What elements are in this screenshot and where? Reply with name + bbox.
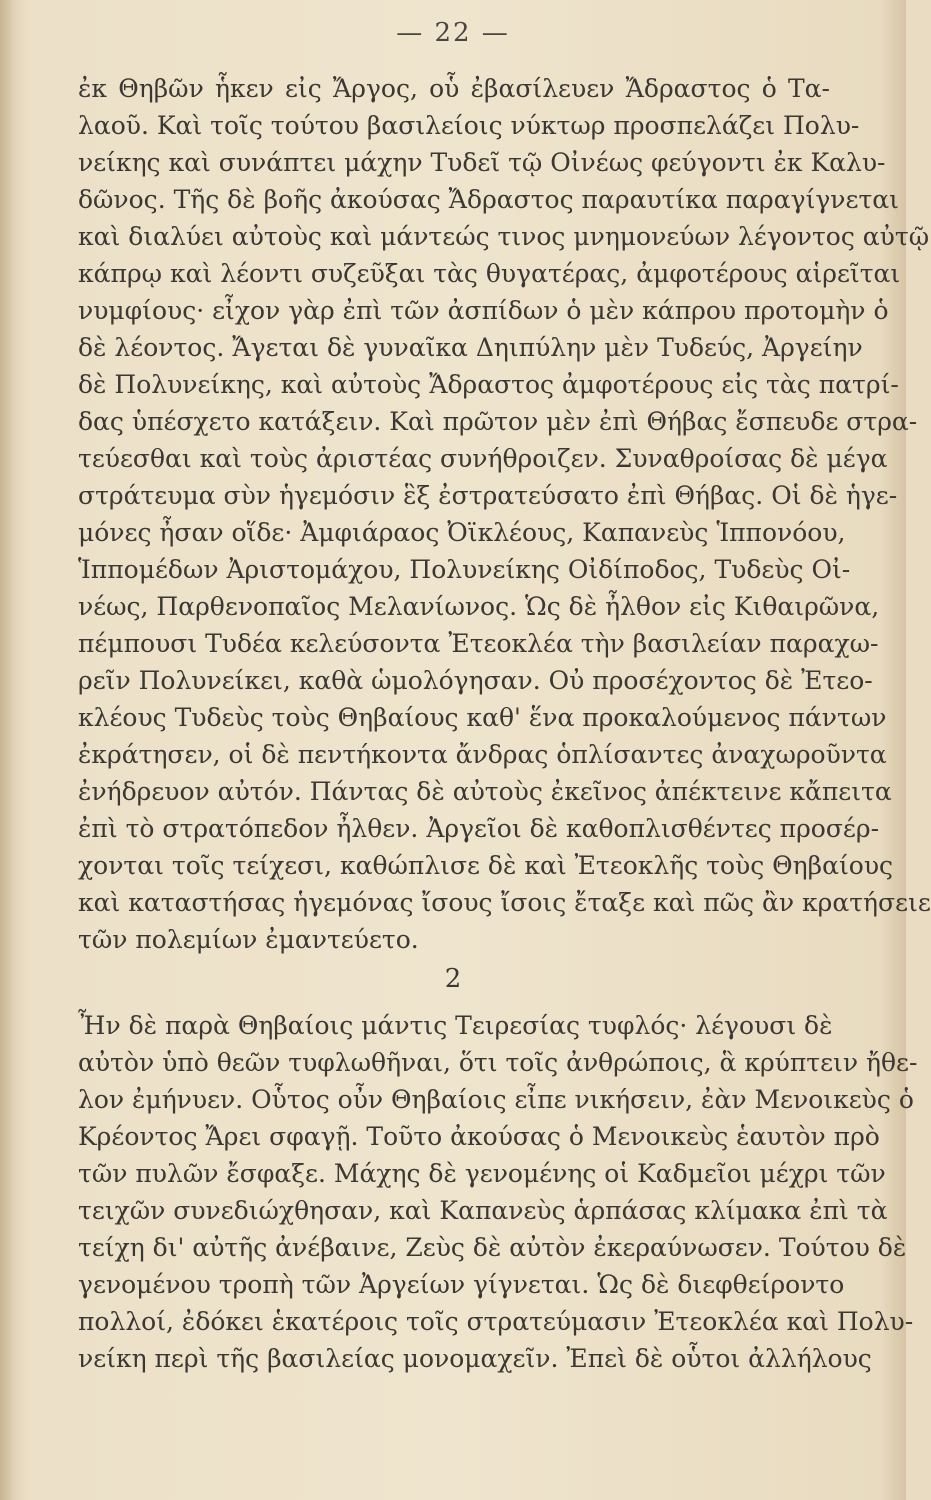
text-line: λαοῦ. Καὶ τοῖς τούτου βασιλείοις νύκτωρ προσπελάζει Πολυ- (78, 111, 860, 140)
text-line: αὐτὸν ὑπὸ θεῶν τυφλωθῆναι, ὅτι τοῖς ἀνθρώποις, ἃ κρύπτειν ἤθε- (78, 1048, 918, 1077)
section-number: 2 (444, 964, 462, 994)
text-line: τείχη δι' αὐτῆς ἀνέβαινε, Ζεὺς δὲ αὐτὸν ἐκεραύνωσεν. Τούτου δὲ (78, 1233, 907, 1262)
text-line: Κρέοντος Ἄρει σφαγῇ. Τοῦτο ἀκούσας ὁ Μενοικεὺς ἑαυτὸν πρὸ (78, 1122, 880, 1151)
text-line: μόνες ἦσαν οἵδε· Ἀμφιάραος Ὀϊκλέους, Καπανεὺς Ἱππονόου, (78, 518, 846, 547)
text-line: καὶ διαλύει αὐτοὺς καὶ μάντεώς τινος μνημονεύων λέγοντος αὐτῷ (78, 222, 930, 251)
text-line: Ἦν δὲ παρὰ Θηβαίοις μάντις Τειρεσίας τυφλός· λέγουσι δὲ (78, 1011, 833, 1040)
text-line: λον ἐμήνυεν. Οὗτος οὖν Θηβαίοις εἶπε νικήσειν, ἐὰν Μενοικεὺς ὁ (78, 1085, 914, 1114)
text-line: κάπρῳ καὶ λέοντι συζεῦξαι τὰς θυγατέρας, ἀμφοτέρους αἱρεῖται (78, 259, 901, 288)
text-line: νείκη περὶ τῆς βασιλείας μονομαχεῖν. Ἐπεὶ δὲ οὗτοι ἀλλήλους (78, 1344, 872, 1373)
text-line: πολλοί, ἐδόκει ἑκατέροις τοῖς στρατεύμασιν Ἐτεοκλέα καὶ Πολυ- (78, 1307, 914, 1336)
paragraph-1 (78, 70, 931, 958)
text-line: τειχῶν συνεδιώχθησαν, καὶ Καπανεὺς ἁρπάσας κλίμακα ἐπὶ τὰ (78, 1196, 888, 1225)
text-line: τῶν πυλῶν ἔσφαξε. Μάχης δὲ γενομένης οἱ Καδμεῖοι μέχρι τῶν (78, 1159, 886, 1188)
text-line: καὶ καταστήσας ἡγεμόνας ἴσους ἴσοις ἔταξε καὶ πῶς ἂν κρατήσειε (78, 888, 931, 917)
text-line: τεύεσθαι καὶ τοὺς ἀριστέας συνήθροιζεν. Συναθροίσας δὲ μέγα (78, 444, 888, 473)
text-line: δὲ Πολυνείκης, καὶ αὐτοὺς Ἄδραστος ἀμφοτέρους εἰς τὰς πατρί- (78, 370, 899, 399)
text-line: ρεῖν Πολυνείκει, καθὰ ὡμολόγησαν. Οὐ προσέχοντος δὲ Ἐτεο- (78, 666, 873, 695)
text-line: νυμφίους· εἶχον γὰρ ἐπὶ τῶν ἀσπίδων ὁ μὲν κάπρου προτομὴν ὁ (78, 296, 889, 325)
text-line: στράτευμα σὺν ἡγεμόσιν ἓξ ἐστρατεύσατο ἐπὶ Θήβας. Οἱ δὲ ἡγε- (78, 481, 898, 510)
text-line: χονται τοῖς τείχεσι, καθώπλισε δὲ καὶ Ἐτεοκλῆς τοὺς Θηβαίους (78, 851, 894, 880)
text-line: ἐκράτησεν, οἱ δὲ πεντήκοντα ἄνδρας ὁπλίσαντες ἀναχωροῦντα (78, 740, 887, 769)
text-line: ἐκ Θηβῶν ἧκεν εἰς Ἄργος, οὗ ἐβασίλευεν Ἄδραστος ὁ Τα- (78, 74, 830, 103)
text-line: δῶνος. Τῆς δὲ βοῆς ἀκούσας Ἄδραστος παραυτίκα παραγίγνεται (78, 185, 899, 214)
text-line: τῶν πολεμίων ἐμαντεύετο. (78, 925, 419, 954)
text-line: Ἱππομέδων Ἀριστομάχου, Πολυνείκης Οἰδίποδος, Τυδεὺς Οἰ- (78, 555, 851, 584)
page-number: — 22 — (396, 18, 510, 48)
text-line: ἐπὶ τὸ στρατόπεδον ἦλθεν. Ἀργεῖοι δὲ καθοπλισθέντες προσέρ- (78, 814, 880, 843)
text-line: νέως, Παρθενοπαῖος Μελανίωνος. Ὡς δὲ ἦλθον εἰς Κιθαιρῶνα, (78, 592, 880, 621)
text-line: γενομένου τροπὴ τῶν Ἀργείων γίγνεται. Ὡς δὲ διεφθείροντο (78, 1270, 845, 1299)
text-line: δας ὑπέσχετο κατάξειν. Καὶ πρῶτον μὲν ἐπὶ Θήβας ἔσπευδε στρα- (78, 407, 918, 436)
text-line: ἐνήδρευον αὐτόν. Πάντας δὲ αὐτοὺς ἐκεῖνος ἀπέκτεινε κἄπειτα (78, 777, 892, 806)
text-line: κλέους Τυδεὺς τοὺς Θηβαίους καθ' ἕνα προκαλούμενος πάντων (78, 703, 887, 732)
paragraph-2 (78, 1007, 918, 1377)
text-line: δὲ λέοντος. Ἄγεται δὲ γυναῖκα Δηιπύλην μὲν Τυδεύς, Ἀργείην (78, 333, 863, 362)
page-binding-shadow (0, 0, 14, 1500)
text-line: πέμπουσι Τυδέα κελεύσοντα Ἐτεοκλέα τὴν βασιλείαν παραχω- (78, 629, 879, 658)
text-line: νείκης καὶ συνάπτει μάχην Τυδεῖ τῷ Οἰνέως φεύγοντι ἐκ Καλυ- (78, 148, 886, 177)
